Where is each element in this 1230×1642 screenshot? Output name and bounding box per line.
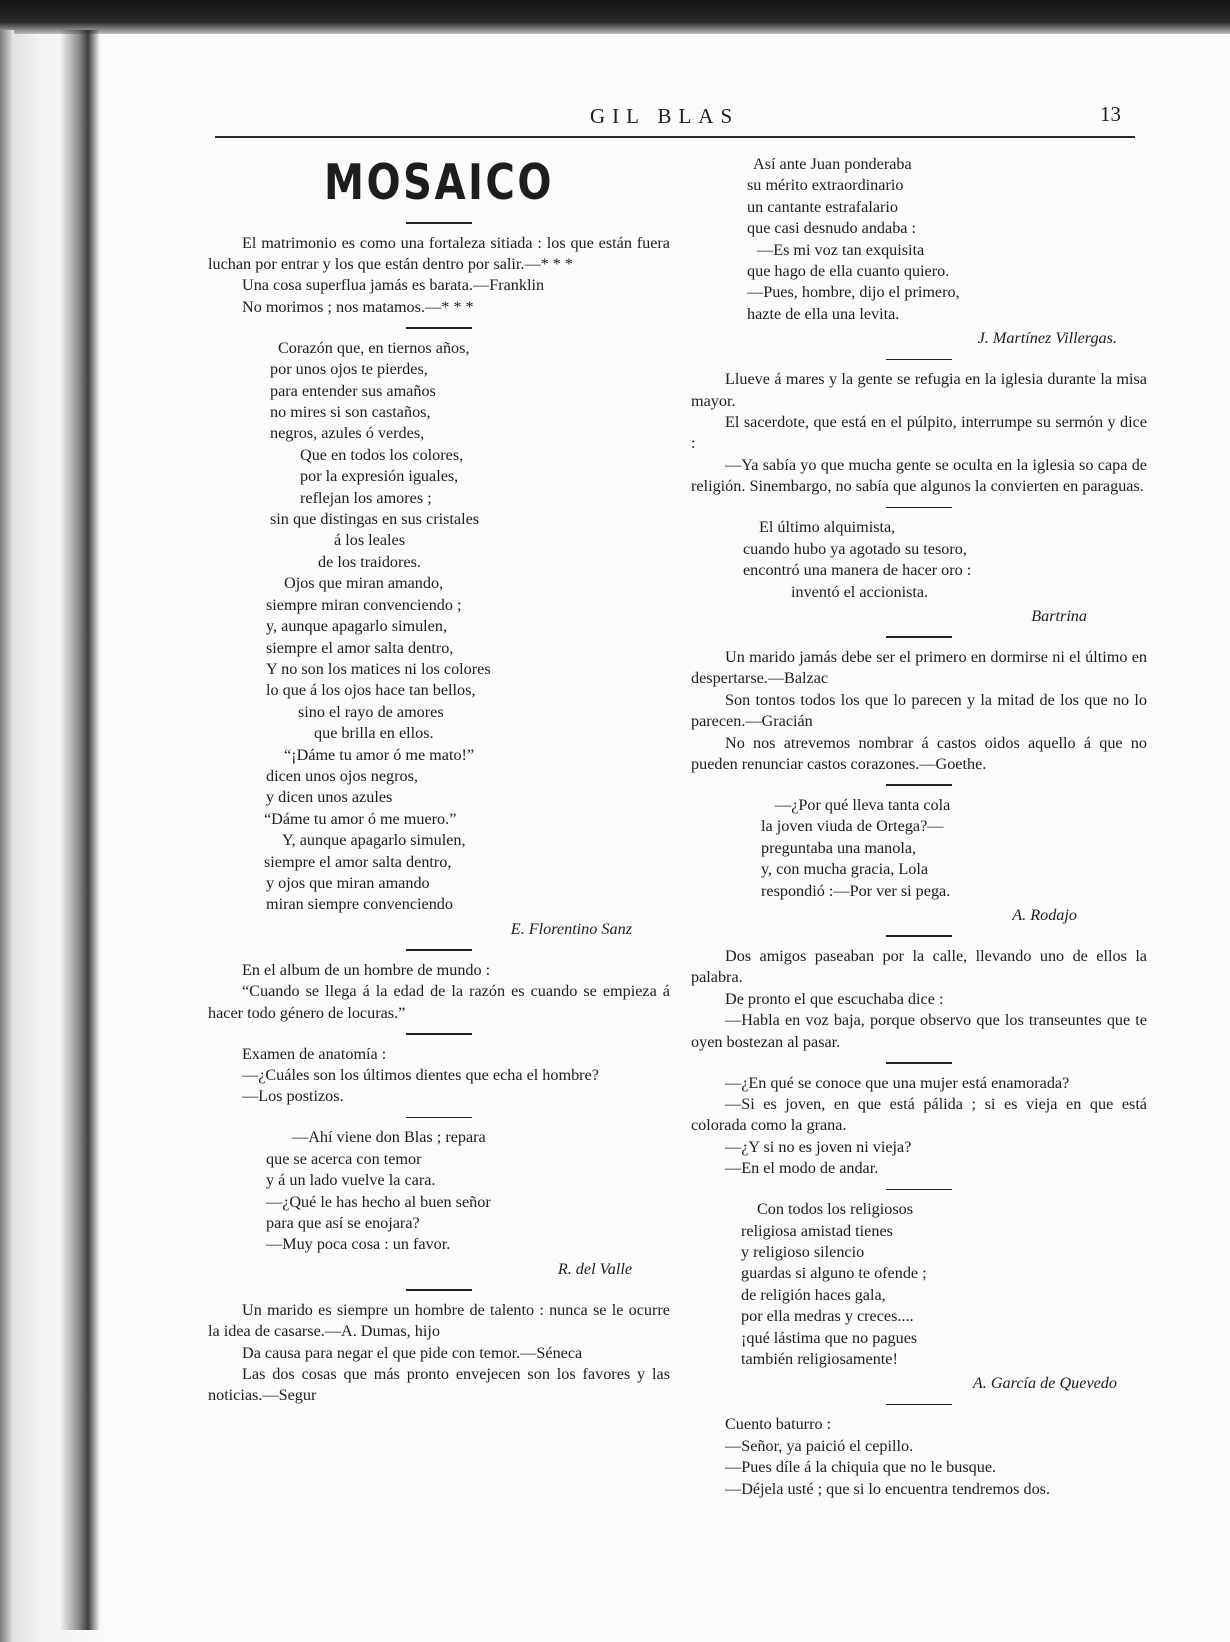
verse-line: no mires si son castaños, bbox=[270, 403, 431, 422]
album-intro: En el album de un hombre de mundo : bbox=[242, 960, 491, 979]
verse-line: —Muy poca cosa : un favor. bbox=[266, 1235, 451, 1254]
verse-line: dicen unos ojos negros, bbox=[266, 766, 418, 785]
verse-line: á los leales bbox=[334, 531, 406, 550]
poem-don-blas bbox=[208, 1127, 670, 1255]
album-quote: “Cuando se llega á la edad de la razón es cuando se empieza á hacer todo género de locuras.” bbox=[208, 982, 670, 1022]
paragraph-franklin: Una cosa superflua jamás es barata.—Franklin bbox=[242, 276, 545, 295]
paragraph-goethe: No nos atrevemos nombrar á castos oidos aquello á que no pueden renunciar castos corazones.—Goethe. bbox=[691, 733, 1147, 773]
verse-line: de religión haces gala, bbox=[741, 1285, 886, 1304]
poem-alquimista bbox=[691, 517, 1147, 603]
verse-line: sino el rayo de amores bbox=[298, 702, 444, 721]
verse-line: guardas si alguno te ofende ; bbox=[741, 1264, 927, 1283]
verse-line: ¡qué lástima que no pagues bbox=[741, 1328, 918, 1347]
right-column bbox=[691, 152, 1147, 1500]
verse-line: y religioso silencio bbox=[741, 1243, 865, 1262]
paragraph-enamorada: —¿En qué se conoce que una mujer está enamorada? bbox=[725, 1073, 1070, 1092]
signature-florentino-sanz: E. Florentino Sanz bbox=[510, 919, 632, 938]
verse-line: “¡Dáme tu amor ó me mato!” bbox=[284, 745, 475, 764]
verse-line: —¿Qué le has hecho al buen señor bbox=[266, 1192, 491, 1211]
separator bbox=[886, 507, 952, 509]
verse-line: sin que distingas en sus cristales bbox=[270, 510, 480, 529]
separator bbox=[406, 327, 472, 329]
paragraph-segur: Las dos cosas que más pronto envejecen son los favores y las noticias.—Segur bbox=[208, 1365, 670, 1405]
binding-shadow bbox=[60, 30, 100, 1630]
verse-line: un cantante estrafalario bbox=[747, 197, 898, 216]
signature-bartrina: Bartrina bbox=[1031, 606, 1087, 625]
verse-line: que hago de ella cuanto quiero. bbox=[747, 262, 950, 281]
verse-line: —Pues, hombre, dijo el primero, bbox=[747, 283, 960, 302]
verse-line: —Ahí viene don Blas ; repara bbox=[292, 1128, 486, 1147]
verse-line: Y, aunque apagarlo simulen, bbox=[282, 831, 466, 850]
verse-line: y dicen unos azules bbox=[266, 788, 393, 807]
scan-left-edge bbox=[0, 30, 14, 1642]
separator bbox=[406, 1033, 472, 1035]
page-number: 13 bbox=[1100, 102, 1121, 126]
paragraph-marriage: El matrimonio es como una fortaleza sitiada : los que están fuera luchan por entrar y los que están dentro por salir.—* * * bbox=[208, 233, 670, 273]
separator bbox=[886, 636, 952, 638]
verse-line: que casi desnudo andaba : bbox=[747, 219, 917, 238]
separator bbox=[406, 1289, 472, 1291]
separator bbox=[406, 949, 472, 951]
verse-line: de los traidores. bbox=[318, 552, 421, 571]
cuento-line: —Déjela usté ; que si lo encuentra tendremos dos. bbox=[725, 1479, 1051, 1498]
verse-line: y á un lado vuelve la cara. bbox=[266, 1171, 436, 1190]
verse-line: lo que á los ojos hace tan bellos, bbox=[266, 681, 476, 700]
paragraph-dumas: Un marido es siempre un hombre de talento : nunca se le ocurre la idea de casarse.—A. Dumas, hijo bbox=[208, 1300, 670, 1341]
header-rule bbox=[215, 136, 1135, 138]
cuento-line: —Pues díle á la chiquia que no le busque. bbox=[725, 1458, 997, 1477]
verse-line: Y no son los matices ni los colores bbox=[266, 659, 491, 678]
verse-line: que brilla en ellos. bbox=[314, 724, 434, 743]
paragraph-modo-andar: —En el modo de andar. bbox=[725, 1159, 879, 1178]
verse-line: por unos ojos te pierdes, bbox=[270, 360, 428, 379]
paragraph-balzac: Un marido jamás debe ser el primero en dormirse ni el último en despertarse.—Balzac bbox=[691, 647, 1147, 688]
verse-line: “Dáme tu amor ó me muero.” bbox=[264, 809, 457, 828]
paragraph-palida: —Si es joven, en que está pálida ; si es vieja en que está colorada como la grana. bbox=[691, 1095, 1147, 1135]
verse-line: su mérito extraordinario bbox=[747, 176, 904, 195]
verse-line: la joven viuda de Ortega?— bbox=[761, 817, 944, 836]
poem-cantante bbox=[691, 154, 1147, 325]
paragraph-paraguas: —Ya sabía yo que mucha gente se oculta en la iglesia so capa de religión. Sinembargo, no sabía que algunos la convierten en paraguas. bbox=[691, 455, 1147, 496]
verse-line: también religiosamente! bbox=[741, 1350, 898, 1369]
paragraph-seneca: Da causa para negar el que pide con temor.—Séneca bbox=[242, 1343, 583, 1362]
separator bbox=[886, 359, 952, 361]
paragraph-gracian: Son tontos todos los que lo parecen y la mitad de los que no lo parecen.—Gracián bbox=[691, 690, 1147, 731]
separator bbox=[406, 1117, 472, 1119]
separator bbox=[406, 222, 472, 224]
paragraph-llueve: Llueve á mares y la gente se refugia en la iglesia durante la misa mayor. bbox=[691, 370, 1147, 410]
verse-line: Corazón que, en tiernos años, bbox=[278, 338, 470, 357]
poem-religiosos bbox=[691, 1199, 1147, 1370]
poem-viuda bbox=[691, 795, 1147, 902]
paragraph-ni-vieja: —¿Y si no es joven ni vieja? bbox=[725, 1137, 912, 1156]
separator bbox=[886, 1404, 952, 1406]
section-title: MOSAICO bbox=[323, 154, 554, 211]
paragraph-habla: —Habla en voz baja, porque observo que los transeuntes que te oyen bostezan al pasar. bbox=[691, 1011, 1147, 1051]
verse-line: encontró una manera de hacer oro : bbox=[743, 561, 972, 580]
verse-line: y, aunque apagarlo simulen, bbox=[266, 617, 448, 636]
separator bbox=[886, 784, 952, 786]
verse-line: por ella medras y creces.... bbox=[741, 1307, 914, 1326]
verse-line: por la expresión iguales, bbox=[300, 467, 459, 486]
signature-rodajo: A. Rodajo bbox=[1012, 905, 1077, 924]
paragraph-dos-amigos: Dos amigos paseaban por la calle, llevando uno de ellos la palabra. bbox=[691, 946, 1147, 987]
verse-line: —¿Por qué lleva tanta cola bbox=[775, 795, 951, 814]
verse-line: preguntaba una manola, bbox=[761, 838, 917, 857]
running-header-title: GIL BLAS bbox=[590, 104, 740, 128]
verse-line: cuando hubo ya agotado su tesoro, bbox=[743, 539, 967, 558]
paragraph-no-morimos: No morimos ; nos matamos.—* * * bbox=[242, 297, 474, 316]
verse-line: Así ante Juan ponderaba bbox=[753, 155, 912, 173]
signature-garcia-quevedo: A. García de Quevedo bbox=[972, 1374, 1117, 1393]
verse-line: Que en todos los colores, bbox=[300, 445, 464, 464]
left-column bbox=[208, 152, 670, 1407]
verse-line: Ojos que miran amando, bbox=[284, 574, 444, 593]
verse-line: Con todos los religiosos bbox=[757, 1200, 914, 1219]
separator bbox=[886, 1189, 952, 1191]
verse-line: siempre el amor salta dentro, bbox=[266, 638, 454, 657]
verse-line: y ojos que miran amando bbox=[266, 873, 430, 892]
paragraph-de-pronto: De pronto el que escuchaba dice : bbox=[725, 989, 944, 1008]
verse-line: para que así se enojara? bbox=[266, 1214, 420, 1233]
verse-line: para entender sus amaños bbox=[270, 381, 436, 400]
cuento-line: Cuento baturro : bbox=[725, 1415, 832, 1434]
verse-line: que se acerca con temor bbox=[266, 1149, 422, 1168]
poem-corazon bbox=[208, 338, 670, 916]
separator bbox=[886, 935, 952, 937]
paragraph-sacerdote: El sacerdote, que está en el púlpito, interrumpe su sermón y dice : bbox=[691, 413, 1147, 453]
signature-martinez-villergas: J. Martínez Villergas. bbox=[977, 329, 1117, 348]
verse-line: —Es mi voz tan exquisita bbox=[757, 240, 925, 259]
separator bbox=[886, 1062, 952, 1064]
verse-line: El último alquimista, bbox=[759, 518, 896, 537]
verse-line: respondió :—Por ver si pega. bbox=[761, 881, 951, 900]
verse-line: religiosa amistad tienes bbox=[741, 1221, 893, 1240]
verse-line: miran siempre convenciendo bbox=[266, 895, 453, 914]
verse-line: y, con mucha gracia, Lola bbox=[761, 860, 929, 879]
verse-line: reflejan los amores ; bbox=[300, 488, 432, 507]
verse-line: siempre el amor salta dentro, bbox=[264, 852, 452, 871]
verse-line: negros, azules ó verdes, bbox=[270, 424, 425, 443]
cuento-line: —Señor, ya paició el cepillo. bbox=[725, 1436, 914, 1455]
verse-line: inventó el accionista. bbox=[791, 582, 929, 601]
anatomy-answer: —Los postizos. bbox=[242, 1087, 344, 1106]
scan-top-shadow bbox=[0, 0, 1230, 34]
signature-del-valle: R. del Valle bbox=[557, 1259, 632, 1278]
anatomy-question: —¿Cuáles son los últimos dientes que echa el hombre? bbox=[242, 1066, 599, 1084]
verse-line: siempre miran convenciendo ; bbox=[266, 595, 462, 614]
anatomy-intro: Examen de anatomía : bbox=[242, 1044, 387, 1063]
verse-line: hazte de ella una levita. bbox=[747, 304, 900, 323]
